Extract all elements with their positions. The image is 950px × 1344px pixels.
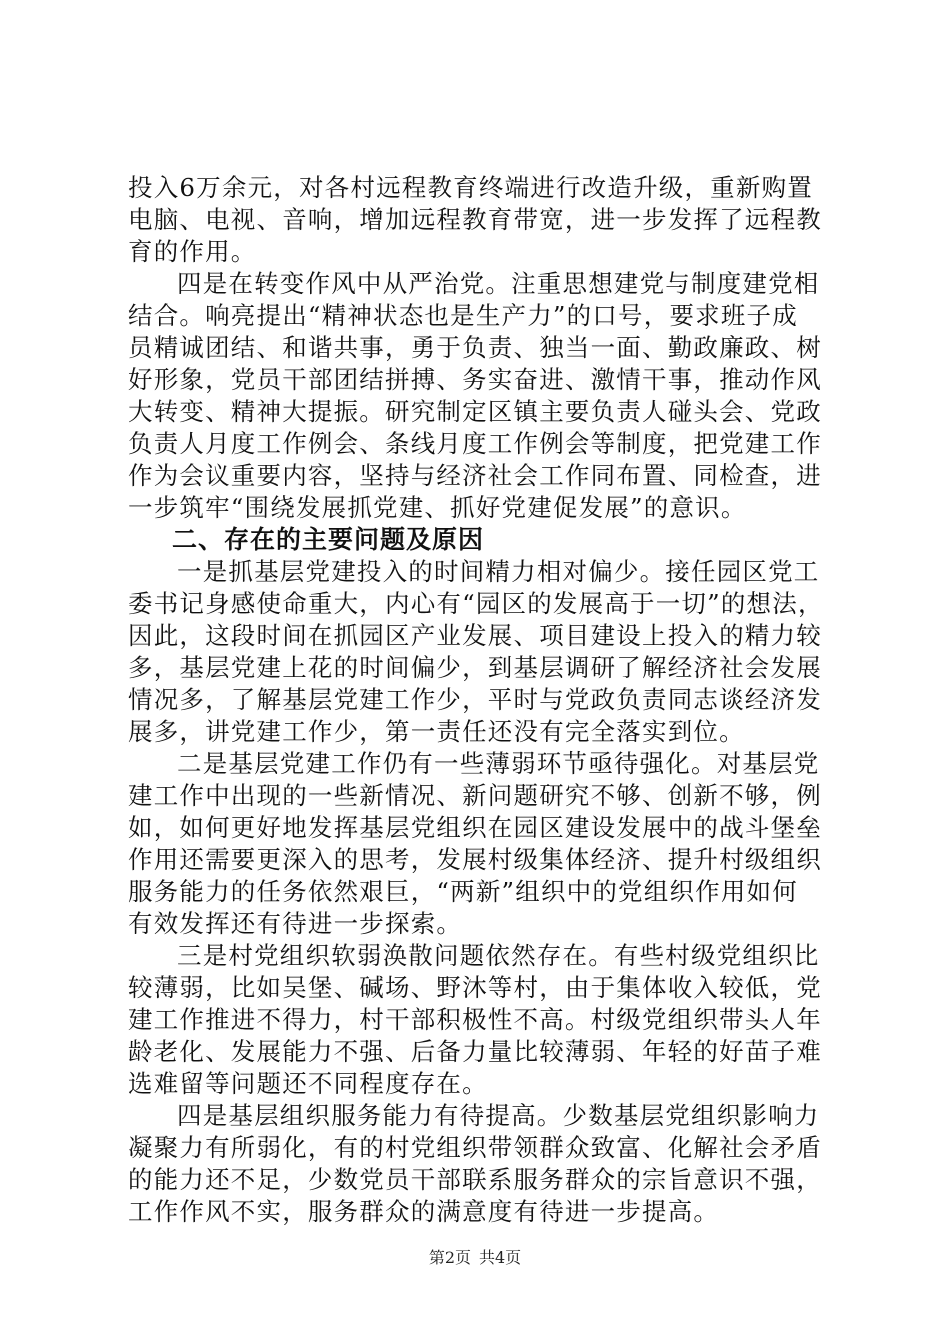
- text-line: 作用还需要更深入的思考，发展村级集体经济、提升村级组织: [128, 845, 822, 874]
- section-heading: 二、存在的主要问题及原因: [172, 525, 485, 554]
- text-line: 凝聚力有所弱化，有的村党组织带领群众致富、化解社会矛盾: [128, 1133, 822, 1162]
- text-line: 结合。响亮提出“精神状态也是生产力”的口号，要求班子成: [128, 301, 798, 330]
- text-line: 育的作用。: [128, 237, 257, 266]
- text-line: 员精诚团结、和谐共事，勇于负责、独当一面、勤政廉政、树: [128, 333, 822, 362]
- text-line: 建工作推进不得力，村干部积极性不高。村级党组织带头人年: [128, 1005, 822, 1034]
- page-footer: [0, 1245, 950, 1268]
- text-line: 作为会议重要内容，坚持与经济社会工作同布置、同检查，进: [128, 461, 822, 490]
- text-line: 电脑、电视、音响，增加远程教育带宽，进一步发挥了远程教: [128, 205, 822, 234]
- paragraph-start-line: 四是在转变作风中从严治党。注重思想建党与制度建党相: [177, 269, 820, 298]
- text-line: 展多，讲党建工作少，第一责任还没有完全落实到位。: [128, 717, 745, 746]
- text-line: 好形象，党员干部团结拼搏、务实奋进、激情干事，推动作风: [128, 365, 822, 394]
- document-body: [128, 172, 828, 1228]
- text-line: 工作作风不实，服务群众的满意度有待进一步提高。: [128, 1197, 720, 1226]
- text-line: 一步筑牢“围绕发展抓党建、抓好党建促发展”的意识。: [128, 493, 747, 522]
- text-line: 建工作中出现的一些新情况、新问题研究不够、创新不够，例: [128, 781, 822, 810]
- paragraph-start-line: 四是基层组织服务能力有待提高。少数基层党组织影响力: [177, 1101, 820, 1130]
- page-total: 共4页: [479, 1248, 522, 1267]
- text-line: 选难留等问题还不同程度存在。: [128, 1069, 488, 1098]
- text-line: 多，基层党建上花的时间偏少，到基层调研了解经济社会发展: [128, 653, 822, 682]
- page-number: 第2页: [428, 1248, 471, 1267]
- text-line: 服务能力的任务依然艰巨，“两新”组织中的党组织作用如何: [128, 877, 798, 906]
- text-line: 较薄弱，比如吴堡、碱场、野沐等村，由于集体收入较低，党: [128, 973, 822, 1002]
- text-line: 如，如何更好地发挥基层党组织在园区建设发展中的战斗堡垒: [128, 813, 822, 842]
- text-line: 情况多，了解基层党建工作少，平时与党政负责同志谈经济发: [128, 685, 822, 714]
- text-line: 有效发挥还有待进一步探索。: [128, 909, 463, 938]
- paragraph-start-line: 二是基层党建工作仍有一些薄弱环节亟待强化。对基层党: [177, 749, 820, 778]
- text-line: 龄老化、发展能力不强、后备力量比较薄弱、年轻的好苗子难: [128, 1037, 822, 1066]
- text-line: 因此，这段时间在抓园区产业发展、项目建设上投入的精力较: [128, 621, 822, 650]
- text-line: 的能力还不足，少数党员干部联系服务群众的宗旨意识不强，: [128, 1165, 822, 1194]
- paragraph-start-line: 一是抓基层党建投入的时间精力相对偏少。接任园区党工: [177, 557, 820, 586]
- text-line: 投入6万余元，对各村远程教育终端进行改造升级，重新购置: [128, 173, 813, 202]
- text-line: 大转变、精神大提振。研究制定区镇主要负责人碰头会、党政: [128, 397, 822, 426]
- text-line: 负责人月度工作例会、条线月度工作例会等制度，把党建工作: [128, 429, 822, 458]
- text-line: 委书记身感使命重大，内心有“园区的发展高于一切”的想法，: [128, 589, 824, 618]
- paragraph-start-line: 三是村党组织软弱涣散问题依然存在。有些村级党组织比: [177, 941, 820, 970]
